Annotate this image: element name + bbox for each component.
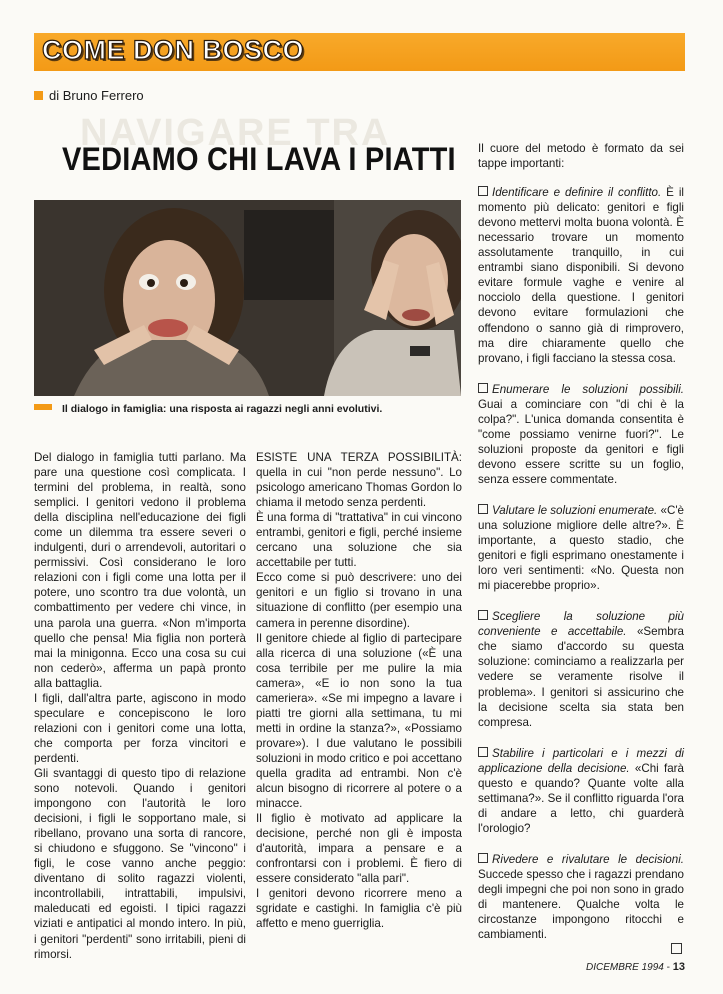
author-name: di Bruno Ferrero — [49, 88, 144, 103]
step-title: Stabilire i particolari e i mezzi di applicazione della decisione. — [478, 746, 684, 775]
paragraph: Il genitore chiede al figlio di partecipare alla ricerca di una soluzione («È una cosa terribile per me pulire la mia camera», «E io non sono la tua cameriera». «Se mi impegno a lavare i piatti tre giorni alla settimana, tu mi metti in ordine la stanza?», «Possiamo provare»). I due valutano le possibili soluzioni in modo critico e poi accettano quella gradita ad entrambi. Non c'è alcun bisogno di ricorrere al potere o a minacce. — [256, 631, 462, 811]
step-text: «Chi farà questo e quando? Quante volte alla settimana?». Se il conflitto riguarda l'ora di andare a letto, chi guarderà l'orologio? — [478, 761, 684, 835]
article-column-1 — [34, 450, 246, 962]
paragraph: È una forma di "trattativa" in cui vincono entrambi, genitori e figli, perché insieme cercano una soluzione che sia accettabile per tutti. — [256, 511, 462, 570]
checkbox-square-icon — [478, 747, 488, 757]
step-2 — [478, 382, 684, 487]
step-title: Identificare e definire il conflitto. — [492, 186, 662, 200]
intro-text: Il cuore del metodo è formato da sei tappe importanti: — [478, 142, 684, 171]
checkbox-square-icon — [478, 504, 488, 514]
step-title: Rivedere e rivalutare le decisioni. — [492, 852, 684, 866]
section-banner — [34, 33, 685, 71]
step-6 — [478, 852, 684, 942]
photo-caption — [34, 402, 461, 416]
article-column-3 — [478, 141, 684, 958]
paragraph — [478, 141, 684, 171]
end-of-article-square-icon — [671, 943, 682, 954]
step-title: Valutare le soluzioni enumerate. — [492, 503, 658, 517]
page-footer — [560, 961, 685, 973]
orange-bar-icon — [34, 404, 52, 410]
checkbox-square-icon — [478, 610, 488, 620]
byline — [34, 88, 144, 103]
paragraph: I genitori devono ricorrere meno a sgridate e castighi. In famiglia c'è più affetto e meno guerriglia. — [256, 887, 462, 931]
step-3 — [478, 503, 684, 593]
paragraph: ESISTE UNA TERZA POSSIBILITÀ: quella in cui "non perde nessuno". Lo psicologo americano Thomas Gordon lo chiama il metodo senza perdenti. — [256, 451, 462, 510]
two-girls-photo-illustration — [34, 200, 461, 396]
article-headline: VEDIAMO CHI LAVA I PIATTI — [62, 142, 456, 178]
step-title: Enumerare le soluzioni possibili. — [492, 382, 684, 396]
footer-separator: - — [666, 962, 670, 973]
paragraph: Ecco come si può descrivere: uno dei genitori e un figlio si trovano in una situazione di conflitto (per esempio una camera in perenne disordine). — [256, 571, 462, 630]
article-column-2 — [256, 450, 462, 932]
step-title: Scegliere la soluzione più conveniente e accettabile. — [478, 610, 684, 639]
orange-square-icon — [34, 91, 43, 100]
step-text: Succede spesso che i ragazzi prendano degli impegni che poi non sono in grado di mantenere. Qualche volta le circostanze impongono ritocchi e cambiamenti. — [478, 867, 684, 942]
caption-text: Il dialogo in famiglia: una risposta ai ragazzi negli anni evolutivi. — [62, 403, 383, 415]
section-title: COME DON BOSCO — [42, 35, 305, 65]
background-words: NAVIGARE TRA — [80, 112, 391, 154]
step-4 — [478, 609, 684, 729]
paragraph: I figli, dall'altra parte, agiscono in modo speculare e concepiscono le loro relazioni con i genitori come una lotta, che comporta per forza vincitori e perdenti. — [34, 691, 246, 765]
step-1 — [478, 185, 684, 366]
step-text: È il momento più delicato: genitori e figli devono mettervi molta buona volontà. È necessario trovare un momento assolutamente tranquillo, in cui entrambi siano disponibili. Si devono evitare formule vaghe e venire al nocciolo della questione. I genitori devono evitare formulazioni che offendono o sanno già di rimprovero, ma dire chiaramente quello che provano, i figli facciano la stessa cosa. — [478, 186, 684, 365]
checkbox-square-icon — [478, 186, 488, 196]
step-text: «C'è una soluzione migliore delle altre?». È importante, a questo stadio, che genitori e figli esprimano onestamente i loro veri sentimenti: «No. Questa non mi piacerebbe proprio». — [478, 503, 684, 593]
checkbox-square-icon — [478, 853, 488, 863]
paragraph: Del dialogo in famiglia tutti parlano. Ma pare una questione così complicata. I termini del problema, in realtà, sono semplici. I genitori vedono il problema della disciplina nell'educazione dei figli come un dilemma tra essere severi o indulgenti, duri o arrendevoli, autoritari o permissivi. Così considerano le loro relazioni con i figli come una lotta per il potere, uno scontro tra due volontà, un combattimento per vedere chi vince, in una parola una guerra. «Non m'importa quello che pensa! Mia figlia non porterà mai la minigonna. Ecco una cosa su cui non cederò», afferma un papà pronto alla battaglia. — [34, 451, 246, 690]
issue-date: DICEMBRE 1994 — [586, 962, 664, 973]
checkbox-square-icon — [478, 383, 488, 393]
article-photo — [34, 200, 461, 396]
step-5 — [478, 746, 684, 836]
paragraph: Gli svantaggi di questo tipo di relazione sono notevoli. Quando i genitori impongono con l'autorità le loro decisioni, i figli le sopportano male, si ribellano, provano una sorta di rancore, si chiudono e sfuggono. Se "vincono" i figli, le cose vanno anche peggio: diventano di solito ragazzi violenti, incontrollabili, intrattabili, impulsivi, maleducati ed egoisti. I tipici ragazzi viziati e antipatici al mondo intero. In più, i genitori "perdenti" sono irritabili, pieni di rimorsi. — [34, 766, 246, 961]
paragraph: Il figlio è motivato ad applicare la decisione, perché non gli è imposta d'autorità, impara a pensare e a confrontarsi con i problemi. È fiero di essere considerato "alla pari". — [256, 812, 462, 886]
page-number: 13 — [672, 961, 685, 973]
step-text: «Sembra che siamo d'accordo su questa soluzione: cominciamo a realizzarla per vedere se veramente risolve il problema». I genitori si assicurino che la decisione scelta sia stata ben compresa. — [478, 625, 684, 729]
step-text: Guai a cominciare con "di chi è la colpa?". L'unica domanda consentita è "come possiamo venirne fuori?". Le soluzioni proposte da genitori e figli devono essere scritte su un foglio, senza essere commentate. — [478, 397, 684, 486]
